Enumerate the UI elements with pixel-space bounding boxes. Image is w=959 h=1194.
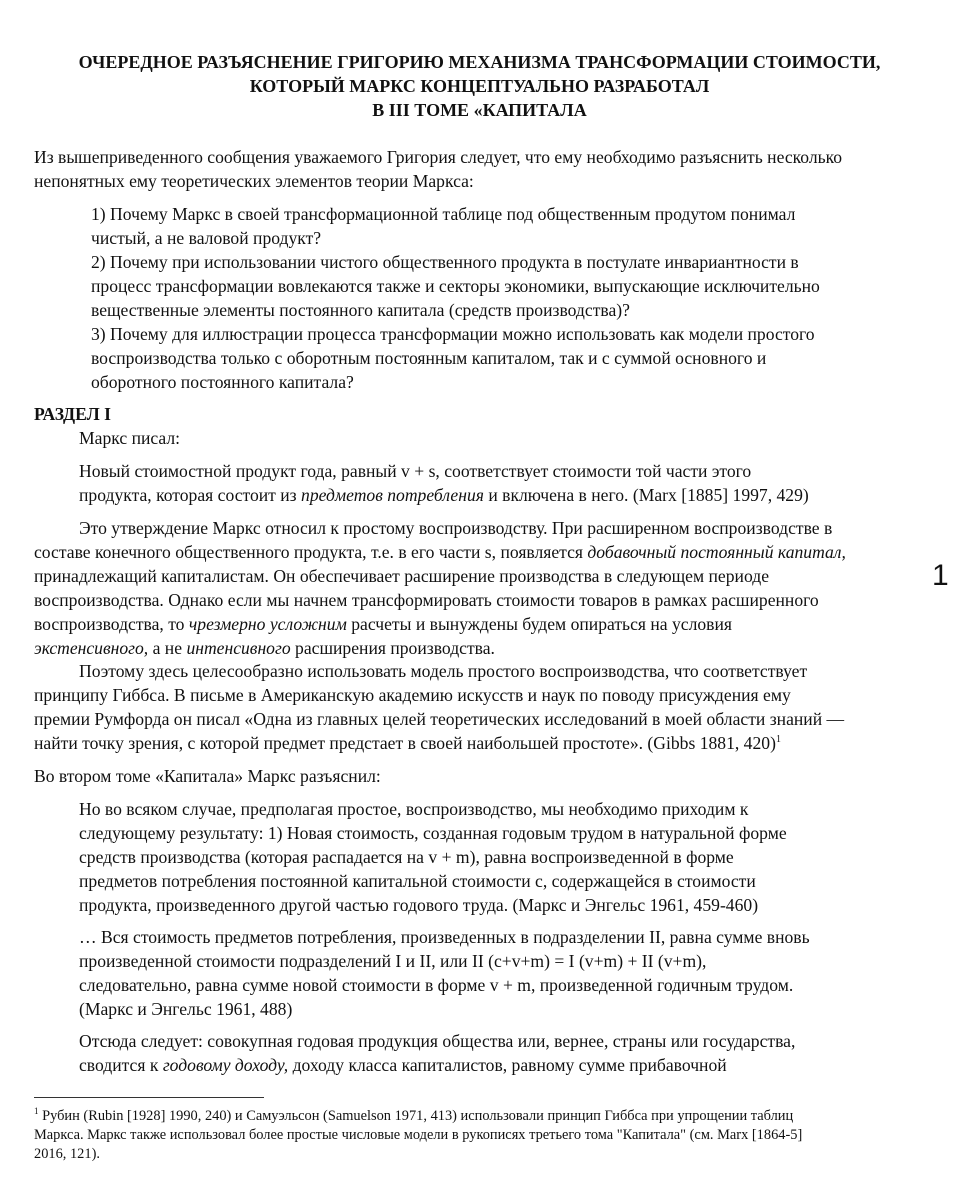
footnote-ref-1[interactable]: 1 (775, 734, 781, 746)
quote-4-line-2: сводится к годовому доходу, доходу класса капиталистов, равному сумме прибавочной (79, 1055, 727, 1075)
quote-3-line-2: произведенной стоимости подразделений I и II, или II (c+v+m) = I (v+m) + II (v+m), (79, 951, 707, 971)
document-title (0, 50, 959, 122)
title-line-3: В III ТОМЕ «КАПИТАЛА (372, 100, 587, 120)
question-2-line-2: процесс трансформации вовлекаются также и секторы экономики, выпускающие исключительно (91, 276, 820, 296)
quote-1 (79, 459, 809, 507)
section-heading-block (34, 402, 180, 450)
paragraph-1 (34, 516, 846, 660)
footnote-line-3: 2016, 121). (34, 1146, 100, 1162)
quote-2-line-5: продукта, произведенного другой частью годового труда. (Маркс и Энгельс 1961, 459-460) (79, 895, 759, 915)
quote-3-line-3: следовательно, равна сумме новой стоимости в форме v + m, произведенной годичным трудом. (79, 975, 794, 995)
quote-2 (79, 797, 787, 917)
page-number: 1 (932, 559, 949, 592)
question-1-line-1: 1) Почему Маркс в своей трансформационной таблице под общественным продутом понимал (91, 204, 796, 224)
section-heading: РАЗДЕЛ I (34, 404, 111, 424)
paragraph-1-line-5: воспроизводства, то чрезмерно усложним расчеты и вынуждены будем опираться на условия (34, 614, 732, 634)
intro-paragraph (34, 145, 842, 193)
quote-4-line-1: Отсюда следует: совокупная годовая продукция общества или, вернее, страны или государства, (79, 1031, 796, 1051)
question-3-line-2: воспроизводства только с оборотным постоянным капиталом, так и с суммой основного и (91, 348, 767, 368)
quote-1-line-2: продукта, которая состоит из предметов потребления и включена в него. (Marx [1885] 1997, 429) (79, 485, 809, 505)
question-1-line-2: чистый, а не валовой продукт? (91, 228, 322, 248)
paragraph-1-line-2: составе конечного общественного продукта, т.е. в его части s, появляется добавочный постоянный капитал, (34, 542, 846, 562)
paragraph-1-line-4: воспроизводства. Однако если мы начнем трансформировать стоимости товаров в рамках расширенного (34, 590, 819, 610)
paragraph-2-line-4: найти точку зрения, с которой предмет предстает в своей наибольшей простоте». (Gibbs 1881, 420)$^1$ (34, 733, 781, 753)
questions-list (91, 202, 820, 394)
question-2-line-3: вещественные элементы постоянного капитала (средств производства)? (91, 300, 630, 320)
quote-2-line-4: предметов потребления постоянной капитальной стоимости с, содержащейся в стоимости (79, 871, 756, 891)
marx-wrote-line: Маркс писал: (79, 428, 181, 448)
paragraph-2-line-3: премии Румфорда он писал «Одна из главных целей теоретических исследований в моей области знаний — (34, 709, 845, 729)
paragraph-3 (34, 764, 381, 788)
title-line-1: ОЧЕРЕДНОЕ РАЗЪЯСНЕНИЕ ГРИГОРИЮ МЕХАНИЗМА ТРАНСФОРМАЦИИ СТОИМОСТИ, (78, 52, 881, 72)
question-3-line-1: 3) Почему для иллюстрации процесса трансформации можно использовать как модели простого (91, 324, 815, 344)
paragraph-1-line-1: Это утверждение Маркс относил к простому воспроизводству. При расширенном воспроизводстве в (79, 518, 833, 538)
paragraph-3-line-1: Во втором томе «Капитала» Маркс разъяснил: (34, 766, 381, 786)
paragraph-2-line-2: принципу Гиббса. В письме в Американскую академию искусств и наук по поводу присуждения ему (34, 685, 791, 705)
paragraph-1-line-6: экстенсивного, а не интенсивного расширения производства. (34, 638, 495, 658)
footnote-1 (34, 1107, 802, 1164)
footnote-line-2: Маркса. Маркс также использовал более простые числовые модели в рукописях третьего тома "Капитала" (см. Marx [1864-5] (34, 1127, 803, 1143)
quote-3 (79, 925, 810, 1021)
paragraph-1-line-3: принадлежащий капиталистам. Он обеспечивает расширение производства в следующем периоде (34, 566, 770, 586)
quote-2-line-3: средств производства (которая распадается на v + m), равна воспроизведенной в форме (79, 847, 734, 867)
intro-line-2: непонятных ему теоретических элементов теории Маркса: (34, 171, 474, 191)
intro-line-1: Из вышеприведенного сообщения уважаемого Григория следует, что ему необходимо разъяснить несколько (34, 147, 843, 167)
question-2-line-1: 2) Почему при использовании чистого общественного продукта в постулате инвариантности в (91, 252, 799, 272)
question-3-line-3: оборотного постоянного капитала? (91, 372, 354, 392)
footnote-marker: 1 (34, 1106, 39, 1117)
quote-2-line-1: Но во всяком случае, предполагая простое, воспроизводство, мы необходимо приходим к (79, 799, 749, 819)
quote-2-line-2: следующему результату: 1) Новая стоимость, созданная годовым трудом в натуральной форме (79, 823, 787, 843)
quote-3-line-4: (Маркс и Энгельс 1961, 488) (79, 999, 293, 1019)
title-line-2: КОТОРЫЙ МАРКС КОНЦЕПТУАЛЬНО РАЗРАБОТАЛ (249, 76, 710, 96)
paragraph-2-line-1: Поэтому здесь целесообразно использовать модель простого воспроизводства, что соответствует (79, 661, 808, 681)
footnote-line-1: $^1$ Рубин (Rubin [1928] 1990, 240) и Самуэльсон (Samuelson 1971, 413) использовали принцип Гиббса при упрощении таблиц (34, 1106, 794, 1124)
quote-4 (79, 1029, 795, 1077)
quote-3-line-1: … Вся стоимость предметов потребления, произведенных в подразделении II, равна сумме вновь (79, 927, 810, 947)
quote-1-line-1: Новый стоимостной продукт года, равный v + s, соответствует стоимости той части этого (79, 461, 752, 481)
footnote-divider (34, 1097, 264, 1098)
paragraph-2 (34, 659, 844, 755)
